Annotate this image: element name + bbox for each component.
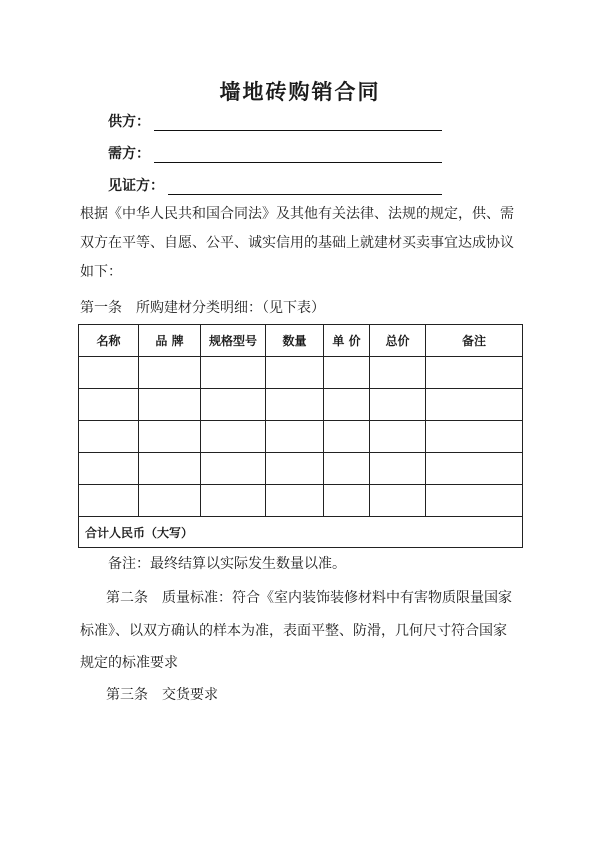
table-cell[interactable] [266,453,324,485]
table-cell[interactable] [370,453,426,485]
table-cell[interactable] [426,453,523,485]
total-label: 合计人民币（大写） [79,517,523,548]
witness-row [108,173,442,195]
article2-line: 标准》、以双方确认的样本为准，表面平整、防滑，几何尺寸符合国家 [80,623,507,639]
article2-line: 规定的标准要求 [80,655,178,671]
table-cell[interactable] [79,389,139,421]
table-note: 备注：最终结算以实际发生数量以准。 [108,556,346,572]
preamble-line: 根据《中华人民共和国合同法》及其他有关法律、法规的规定，供、需 [80,206,514,222]
table-cell[interactable] [370,421,426,453]
header-brand: 品 牌 [139,325,201,357]
table-cell[interactable] [426,421,523,453]
table-cell[interactable] [266,485,324,517]
table-cell[interactable] [324,485,370,517]
table-cell[interactable] [324,453,370,485]
table-cell[interactable] [370,389,426,421]
table-cell[interactable] [201,389,266,421]
preamble-paragraph [80,200,530,287]
table-cell[interactable] [79,421,139,453]
buyer-label: 需方： [108,146,150,162]
table-cell[interactable] [324,389,370,421]
table-cell[interactable] [139,389,201,421]
table-row [79,421,523,453]
table-cell[interactable] [324,421,370,453]
table-cell[interactable] [79,453,139,485]
header-model: 规格型号 [201,325,266,357]
table-cell[interactable] [139,357,201,389]
table-cell[interactable] [201,485,266,517]
table-cell[interactable] [370,357,426,389]
table-cell[interactable] [324,357,370,389]
header-unit-price: 单 价 [324,325,370,357]
header-name: 名称 [79,325,139,357]
witness-label: 见证方： [108,178,164,194]
table-row [79,357,523,389]
header-quantity: 数量 [266,325,324,357]
table-row [79,485,523,517]
table-cell[interactable] [79,357,139,389]
article3-heading: 第三条 交货要求 [106,687,218,703]
table-cell[interactable] [79,485,139,517]
table-header-row [79,325,523,357]
header-remarks: 备注 [426,325,523,357]
table-row [79,389,523,421]
preamble-line: 双方在平等、自愿、公平、诚实信用的基础上就建材买卖事宜达成协议 [80,235,514,251]
witness-field[interactable] [168,176,442,195]
contract-title: 墙地砖购销合同 [219,79,381,104]
table-cell[interactable] [139,453,201,485]
table-cell[interactable] [139,485,201,517]
article1-heading: 第一条 所购建材分类明细：（见下表） [80,300,325,316]
header-total: 总价 [370,325,426,357]
buyer-row [108,141,442,163]
table-cell[interactable] [266,421,324,453]
supplier-field[interactable] [154,112,442,131]
article2-line: 第二条 质量标准：符合《室内装饰装修材料中有害物质限量国家 [106,590,512,606]
table-cell[interactable] [426,357,523,389]
table-cell[interactable] [201,357,266,389]
buyer-field[interactable] [154,144,442,163]
table-cell[interactable] [201,453,266,485]
table-cell[interactable] [426,485,523,517]
table-cell[interactable] [139,421,201,453]
table-cell[interactable] [266,357,324,389]
table-cell[interactable] [370,485,426,517]
table-cell[interactable] [266,389,324,421]
supplier-row [108,109,442,131]
materials-table [78,324,523,548]
table-cell[interactable] [201,421,266,453]
total-row [79,517,523,548]
table-row [79,453,523,485]
supplier-label: 供方： [108,114,150,130]
table-cell[interactable] [426,389,523,421]
preamble-line: 如下： [80,264,122,280]
